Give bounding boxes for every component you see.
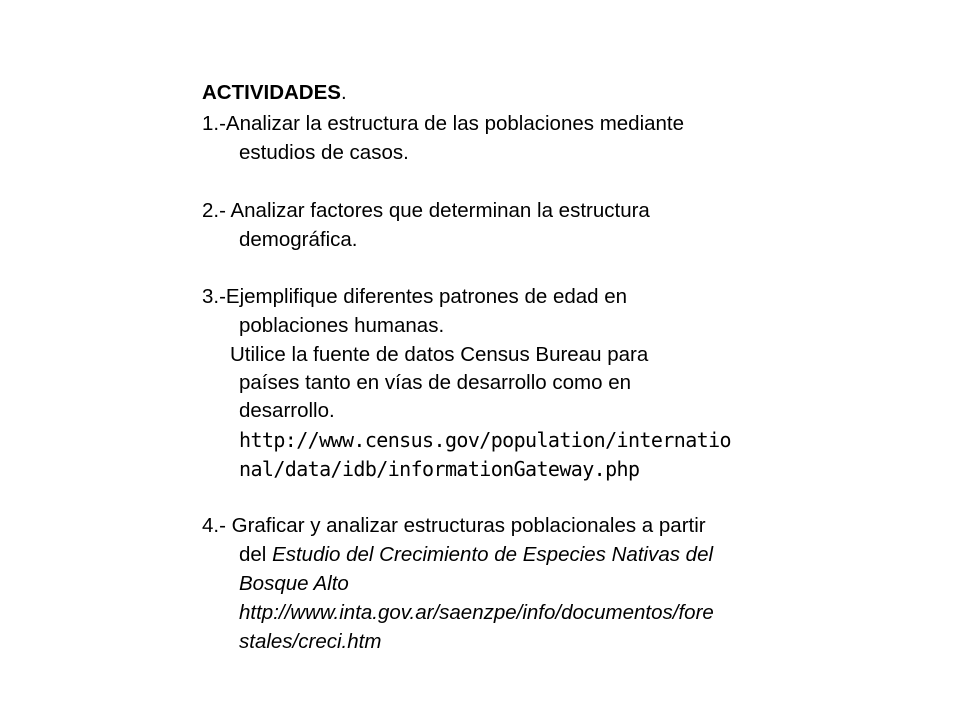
item4-line2 <box>239 542 713 568</box>
item3-line3: Utilice la fuente de datos Census Bureau para <box>230 343 649 366</box>
item4-line2-prefix: del <box>239 543 273 566</box>
item3-line2: poblaciones humanas. <box>239 314 445 337</box>
study-title-part2: Bosque Alto <box>239 572 349 595</box>
item3-line5: desarrollo. <box>239 399 335 422</box>
item3-line4: países tanto en vías de desarrollo como en <box>239 371 632 394</box>
inta-url-line2[interactable]: stales/creci.htm <box>239 630 382 653</box>
item1-line1: 1.-Analizar la estructura de las poblaciones mediante <box>202 112 685 135</box>
item2-line2: demográfica. <box>239 228 358 251</box>
census-url-line1[interactable]: http://www.census.gov/population/internatio <box>239 428 731 452</box>
heading-title: ACTIVIDADES <box>202 81 341 104</box>
item3-line1: 3.-Ejemplifique diferentes patrones de edad en <box>202 285 628 308</box>
item4-line1: 4.- Graficar y analizar estructuras poblacionales a partir <box>202 514 706 537</box>
item1-line2: estudios de casos. <box>239 141 409 164</box>
census-url-line2[interactable]: nal/data/idb/informationGateway.php <box>239 457 640 481</box>
heading <box>202 80 347 106</box>
heading-period: . <box>340 81 347 104</box>
inta-url-line1[interactable]: http://www.inta.gov.ar/saenzpe/info/documentos/fore <box>239 601 714 624</box>
item2-line1: 2.- Analizar factores que determinan la estructura <box>202 199 650 222</box>
study-title-part1: Estudio del Crecimiento de Especies Nativas del <box>272 543 714 566</box>
